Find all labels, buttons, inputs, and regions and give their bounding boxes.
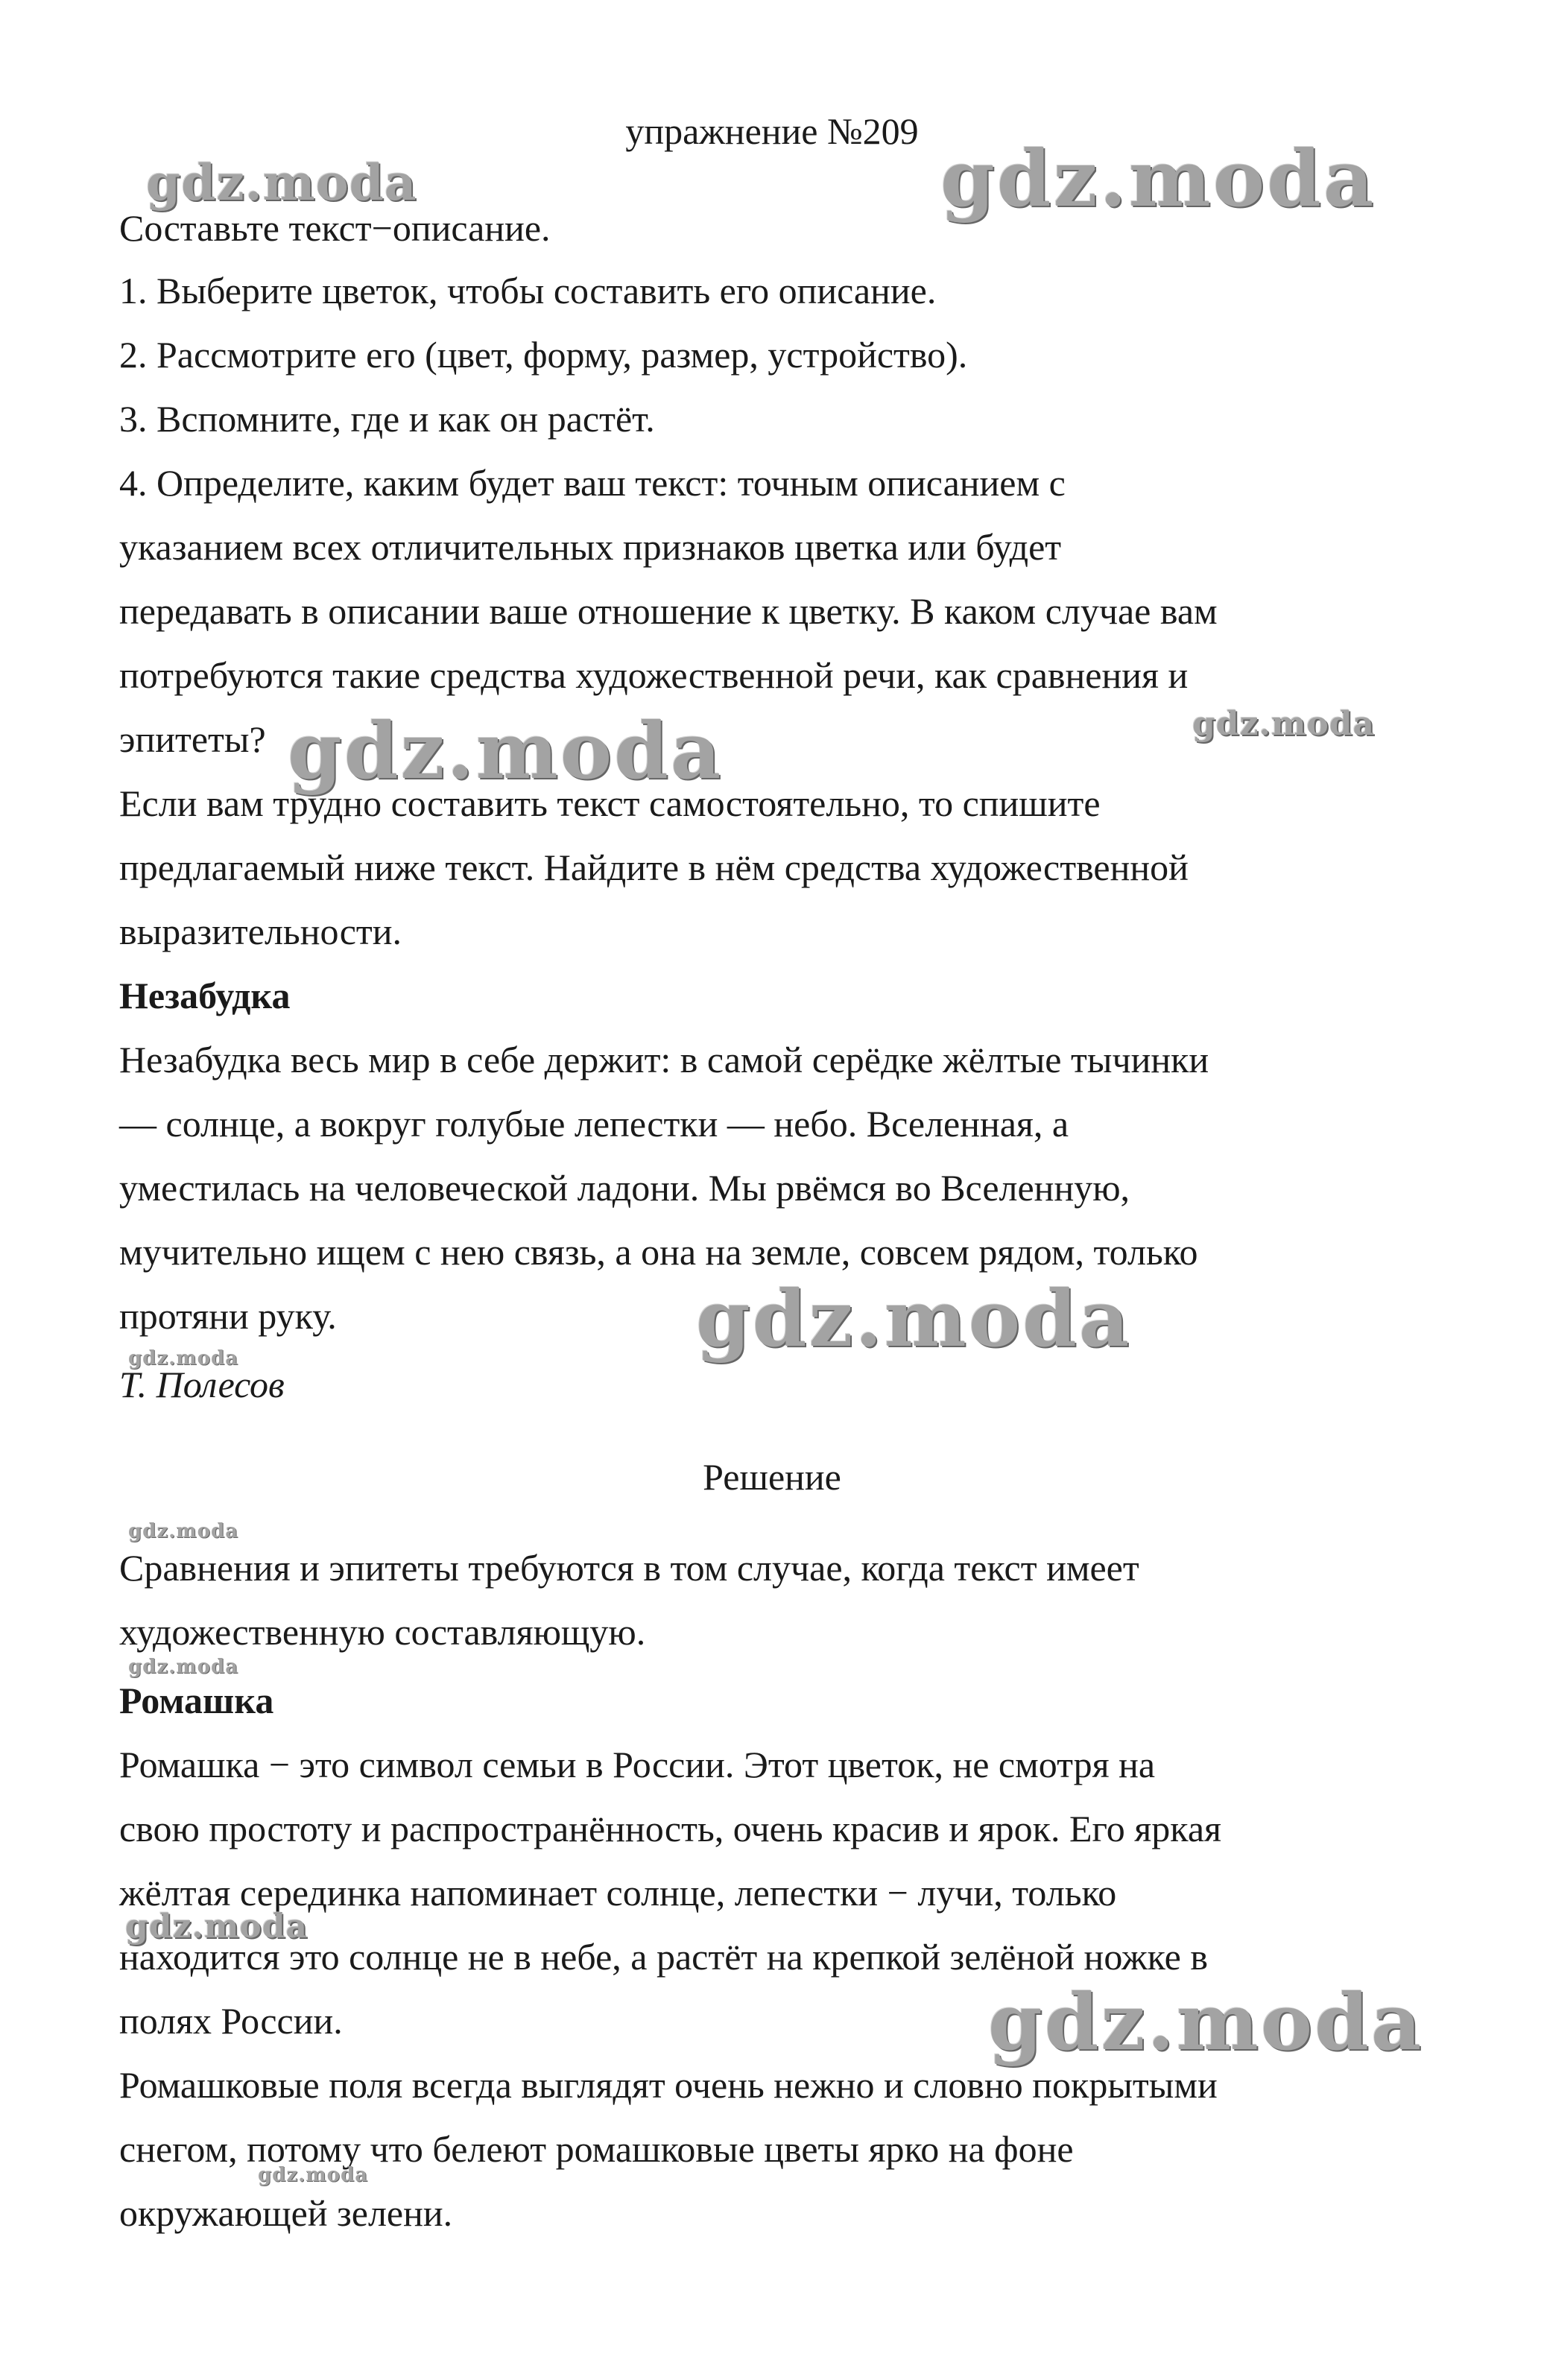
task-line: Если вам трудно составить текст самостоятельно, то спишите [119, 782, 1101, 824]
solution-text-line: Ромашковые поля всегда выглядят очень нежно и словно покрытыми [119, 2064, 1218, 2106]
watermark: gdz.moda [696, 1273, 1132, 1364]
watermark: gdz.moda [128, 1520, 239, 1542]
solution-text-line: полях России. [119, 2000, 343, 2042]
solution-text-line: окружающей зелени. [119, 2192, 453, 2234]
solution-title: Ромашка [119, 1680, 274, 1721]
solution-text-line: свою простоту и распространённость, очень красив и ярок. Его яркая [119, 1808, 1222, 1849]
sample-title: Незабудка [119, 975, 291, 1016]
watermark: gdz.moda [1192, 705, 1376, 743]
solution-line: Сравнения и эпитеты требуются в том случае, когда текст имеет [119, 1547, 1139, 1589]
sample-line: мучительно ищем с нею связь, а она на земле, совсем рядом, только [119, 1231, 1198, 1273]
sample-line: уместилась на человеческой ладони. Мы рвёмся во Вселенную, [119, 1167, 1130, 1209]
task-line: передавать в описании ваше отношение к цветку. В каком случае вам [119, 590, 1218, 632]
task-line: 4. Определите, каким будет ваш текст: точным описанием с [119, 462, 1066, 504]
task-line: указанием всех отличительных признаков цветка или будет [119, 526, 1062, 568]
exercise-title: упражнение №209 [625, 110, 919, 152]
task-line: 1. Выберите цветок, чтобы составить его описание. [119, 270, 937, 311]
task-intro: Составьте текст−описание. [119, 207, 551, 249]
solution-text-line: Ромашка − это символ семьи в России. Этот цветок, не смотря на [119, 1744, 1156, 1785]
task-line: предлагаемый ниже текст. Найдите в нём средства художественной [119, 846, 1189, 888]
solution-text-line: находится это солнце не в небе, а растёт на крепкой зелёной ножке в [119, 1936, 1208, 1978]
watermark: gdz.moda [125, 1908, 309, 1946]
watermark: gdz.moda [258, 2164, 369, 2186]
solution-heading: Решение [703, 1456, 841, 1498]
watermark: gdz.moda [128, 1347, 239, 1370]
sample-line: — солнце, а вокруг голубые лепестки — небо. Вселенная, а [119, 1103, 1069, 1145]
task-line: выразительности. [119, 911, 402, 952]
watermark: gdz.moda [940, 133, 1376, 224]
watermark: gdz.moda [128, 1656, 239, 1678]
sample-line: протяни руку. [119, 1295, 337, 1337]
watermark: gdz.moda [288, 705, 724, 797]
solution-line: художественную составляющую. [119, 1611, 646, 1653]
sample-line: Незабудка весь мир в себе держит: в самой серёдке жёлтые тычинки [119, 1039, 1209, 1080]
watermark: gdz.moda [988, 1976, 1424, 2068]
task-line: потребуются такие средства художественной речи, как сравнения и [119, 654, 1189, 696]
sample-author: Т. Полесов [119, 1364, 285, 1405]
task-line: 3. Вспомните, где и как он растёт. [119, 398, 655, 440]
task-line: эпитеты? [119, 718, 266, 760]
watermark: gdz.moda [146, 154, 417, 212]
solution-text-line: жёлтая серединка напоминает солнце, лепестки − лучи, только [119, 1872, 1117, 1914]
solution-text-line: снегом, потому что белеют ромашковые цветы ярко на фоне [119, 2128, 1074, 2170]
task-line: 2. Рассмотрите его (цвет, форму, размер, устройство). [119, 334, 968, 376]
